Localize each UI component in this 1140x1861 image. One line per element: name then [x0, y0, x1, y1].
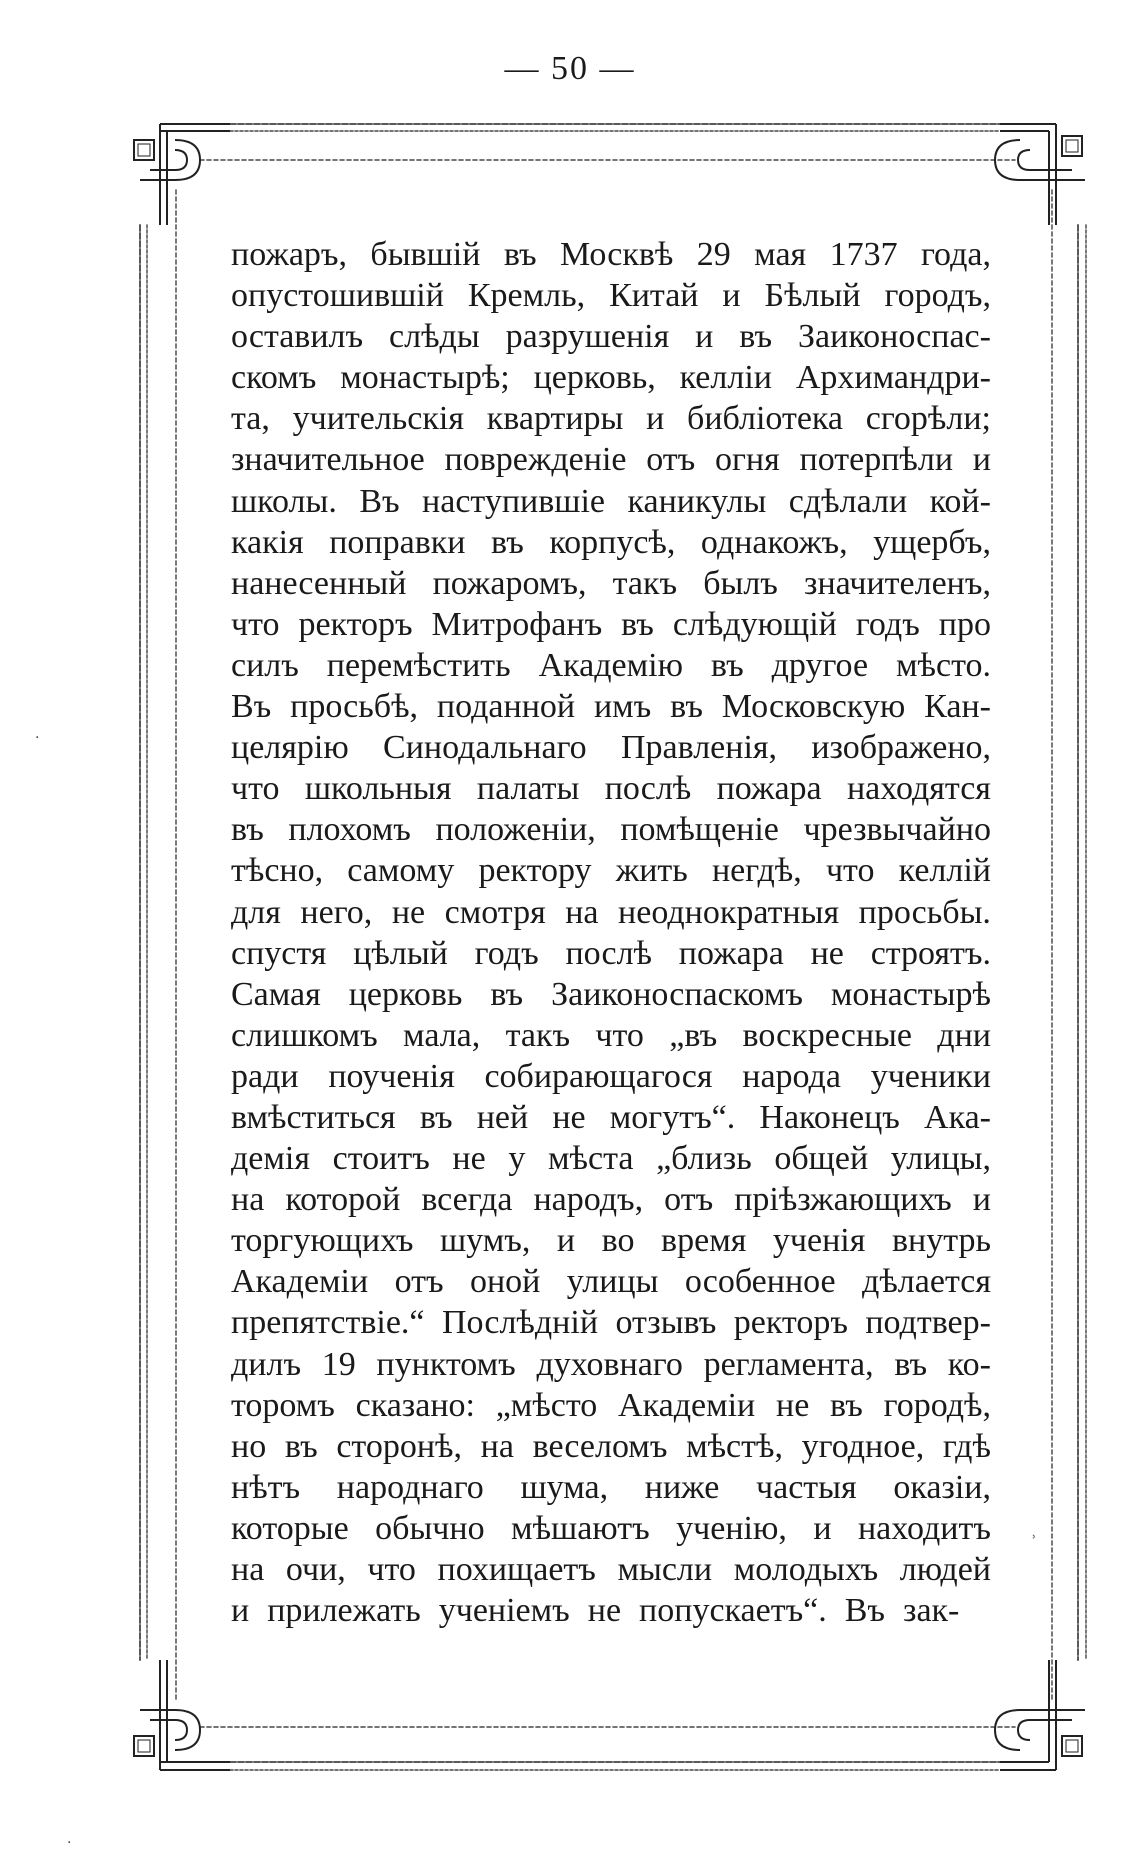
text-line: пожаръ, бывшій въ Москвѣ 29 мая 1737 года,	[231, 236, 991, 273]
text-line: торомъ сказано: „мѣсто Академіи не въ городѣ,	[231, 1386, 991, 1424]
print-speck: ˒	[1032, 1530, 1037, 1546]
text-line: на которой всегда народъ, отъ пріѣзжающихъ и	[231, 1181, 991, 1219]
text-line: которые обычно мѣшаютъ ученію, и находитъ	[231, 1509, 991, 1547]
text-line: значительное поврежденіе отъ огня потерпѣли и	[231, 441, 991, 479]
text-line: силъ перемѣстить Академію въ другое мѣсто.	[231, 646, 991, 684]
text-line: какія поправки въ корпусѣ, однакожъ, ущербъ,	[231, 523, 991, 561]
text-line: въ плохомъ положеніи, помѣщеніе чрезвычайно	[231, 811, 991, 849]
page-number: — 50 —	[504, 50, 636, 87]
text-line: что школьныя палаты послѣ пожара находятся	[231, 770, 991, 808]
text-line: целярію Синодальнаго Правленія, изображено,	[231, 729, 991, 767]
text-line: тѣсно, самому ректору жить негдѣ, что келлій	[231, 852, 991, 890]
text-line: та, учительскія квартиры и библіотека сгорѣли;	[231, 400, 991, 438]
print-speck: ·	[67, 1835, 72, 1851]
corner-ornament-top-right	[995, 124, 1085, 225]
text-line: школы. Въ наступившіе каникулы сдѣлали кой-	[231, 482, 991, 520]
text-line: ради поученія собирающагося народа ученики	[231, 1057, 991, 1095]
text-line: дилъ 19 пунктомъ духовнаго регламента, въ ко-	[231, 1345, 991, 1383]
text-line: демія стоитъ не у мѣста „близь общей улицы,	[231, 1140, 991, 1178]
text-line: что ректоръ Митрофанъ въ слѣдующій годъ про	[231, 605, 991, 643]
text-line: для него, не смотря на неоднократныя просьбы.	[231, 893, 991, 931]
text-line: на очи, что похищаетъ мысли молодыхъ людей	[231, 1551, 991, 1588]
body-text	[231, 234, 991, 1631]
text-line: спустя цѣлый годъ послѣ пожара не строятъ.	[231, 934, 991, 972]
text-line: нанесенный пожаромъ, такъ былъ значителенъ,	[231, 564, 991, 602]
text-line: но въ сторонѣ, на веселомъ мѣстѣ, угодное, гдѣ	[231, 1427, 991, 1465]
text-line: оставилъ слѣды разрушенія и въ Заиконоспас-	[231, 318, 991, 356]
text-line: вмѣститься въ ней не могутъ“. Наконецъ Ака-	[231, 1098, 991, 1136]
corner-ornament-top-left	[134, 124, 230, 225]
text-line: препятствіе.“ Послѣдній отзывъ ректоръ подтвер-	[231, 1304, 991, 1342]
text-line: скомъ монастырѣ; церковь, келліи Архимандри-	[231, 359, 991, 397]
text-line: нѣтъ народнаго шума, ниже частыя оказіи,	[231, 1468, 991, 1506]
text-line: опустошившій Кремль, Китай и Бѣлый городъ,	[231, 277, 991, 315]
text-line: торгующихъ шумъ, и во время ученія внутрь	[231, 1222, 991, 1260]
text-line: Въ просьбѣ, поданной имъ въ Московскую Кан-	[231, 688, 991, 726]
corner-ornament-bottom-left	[134, 1660, 230, 1770]
corner-ornament-bottom-right	[995, 1660, 1085, 1770]
text-line: и прилежать ученіемъ не попускаетъ“. Въ зак-	[231, 1592, 960, 1630]
text-line: Академіи отъ оной улицы особенное дѣлается	[231, 1263, 991, 1301]
text-line: Самая церковь въ Заиконоспаскомъ монастырѣ	[231, 975, 991, 1013]
print-speck: ·	[35, 730, 40, 746]
text-line: слишкомъ мала, такъ что „въ воскресные дни	[231, 1016, 991, 1054]
